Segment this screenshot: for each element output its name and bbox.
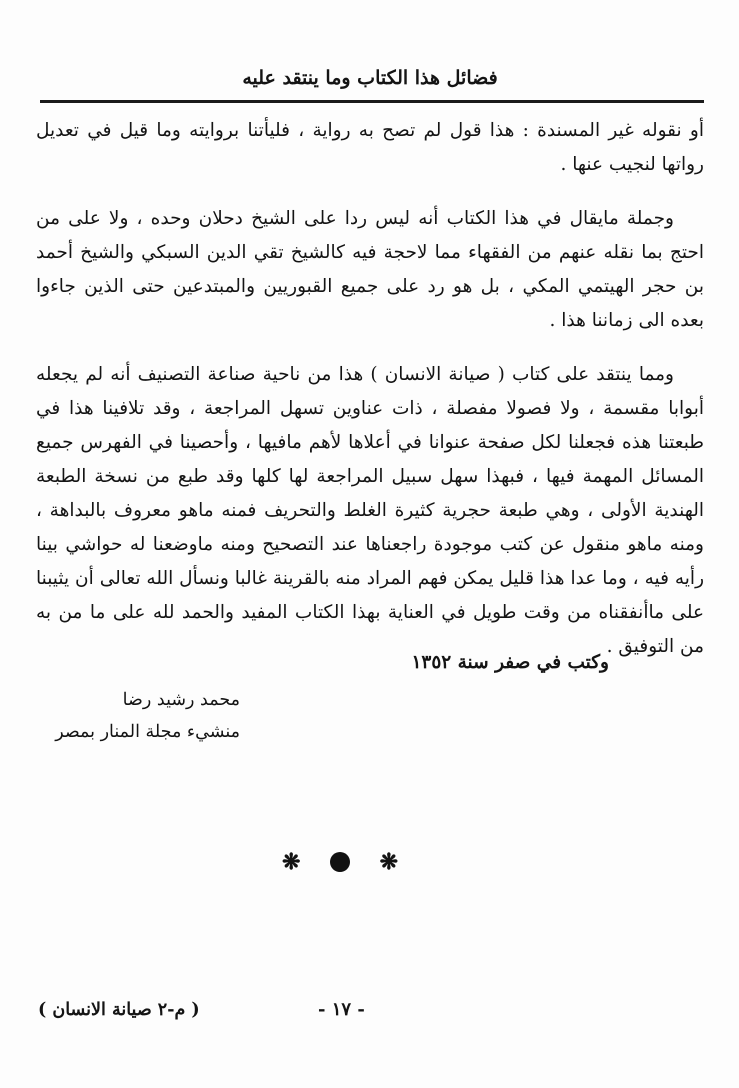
page-number: - ١٧ -: [318, 999, 365, 1020]
signature-block: [55, 684, 240, 748]
paragraph-2: وجملة مايقال في هذا الكتاب أنه ليس ردا على الشيخ دحلان وحده ، ولا على من احتج بما نقله عنهم من الفقهاء مما لاحجة فيه كالشيخ تقي الدين السبكي والشيخ أحمد بن حجر الهيتمي المكي ، بل هو رد على جميع القبوريين والمبتدعين حتى الذين جاءوا بعده الى زماننا هذا .: [36, 208, 704, 331]
ornament-star-icon: ❋: [282, 849, 301, 875]
ornament-dot-icon: [330, 852, 350, 872]
author-title: منشيء مجلة المنار بمصر: [55, 722, 240, 742]
dateline: وكتب في صفر سنة ١٣٥٢: [411, 652, 609, 673]
header-rule: [40, 100, 704, 103]
ornament-star-icon-right: ❋: [379, 849, 398, 875]
paragraph-1: أو نقوله غير المسندة : هذا قول لم تصح به رواية ، فليأتنا بروايته وما قيل في تعديل رواتها لنجيب عنها .: [36, 120, 704, 175]
body-text: [36, 114, 704, 664]
paragraph-3: ومما ينتقد على كتاب ( صيانة الانسان ) هذا من ناحية صناعة التصنيف أنه لم يجعله أبوابا مقسمة ، ولا فصولا مفصلة ، ذات عناوين تسهل المراجعة ، وقد تلافينا هذا في طبعتنا هذه فجعلنا لكل صفحة عنوانا في أعلاها لأهم مافيها ، وأحصينا في الفهرس جميع المسائل المهمة فيها ، فبهذا سهل سبيل المراجعة لها كلها وقد طبع من نسخة الطبعة الهندية الأولى ، وهي طبعة حجرية كثيرة الغلط والتحريف فمنه ماهو معروف بالبداهة ، ومنه ماهو منقول عن كتب موجودة راجعناها عند التصحيح ومنه ماوضعنا له حواشي بينا رأيه فيه ، وما عدا هذا قليل يمكن فهم المراد منه بالقرينة غالبا ونسأل الله تعالى أن يثيبنا على ماأنفقناه من وقت طويل في العناية بهذا الكتاب المفيد والحمد لله على ما من به من التوفيق .: [36, 364, 704, 657]
author-name: محمد رشيد رضا: [122, 690, 240, 710]
signature-mark: ( م-٢ صيانة الانسان ): [38, 1000, 200, 1020]
running-title: فضائل هذا الكتاب وما ينتقد عليه: [242, 67, 498, 89]
section-ornament: [282, 842, 398, 882]
